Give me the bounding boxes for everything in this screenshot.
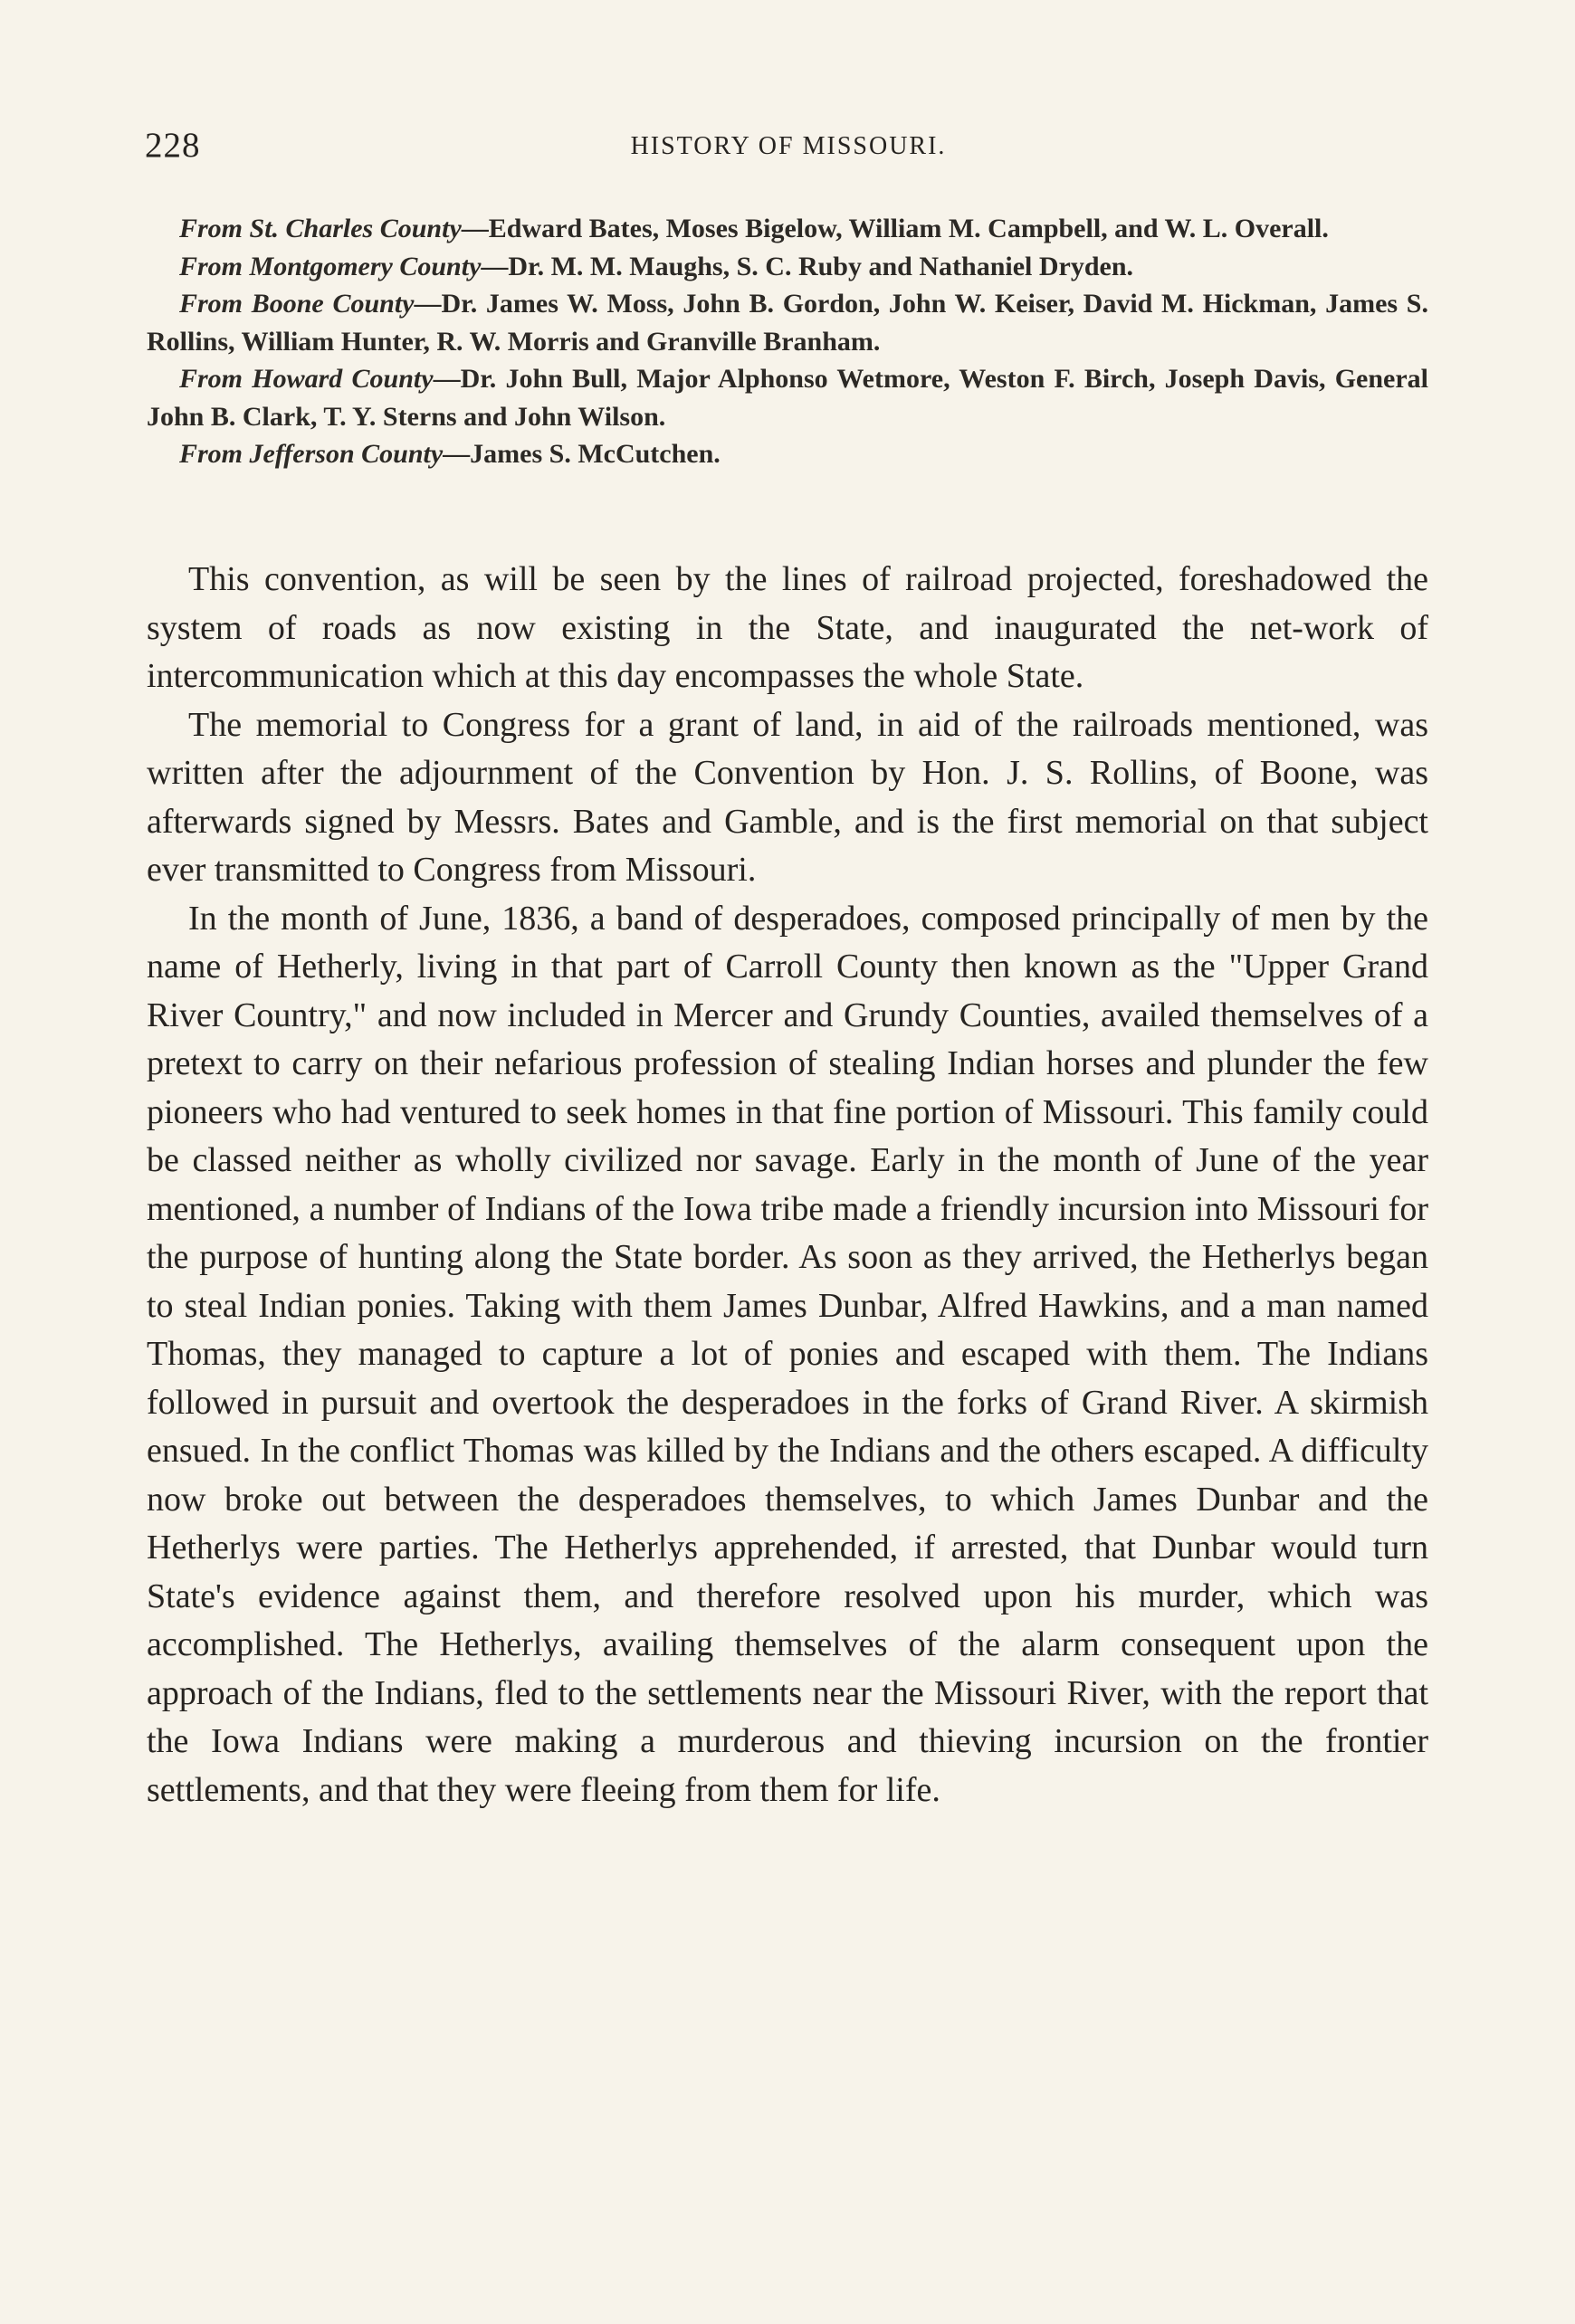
delegate-list: [147, 210, 1428, 473]
paragraph-desperadoes: In the month of June, 1836, a band of desperadoes, composed principally of men by the name of Hetherly, living in that part of Carroll County then known as the "Upper Grand River Country," and now included in Mercer and Grundy Counties, availed themselves of a pretext to carry on their nefarious profession of stealing Indian horses and plunder the few pioneers who had ventured to seek homes in that fine portion of Missouri. This family could be classed neither as wholly civilized nor savage. Early in the month of June of the year mentioned, a number of Indians of the Iowa tribe made a friendly incursion into Missouri for the purpose of hunting along the State border. As soon as they arrived, the Hetherlys began to steal Indian ponies. Taking with them James Dunbar, Alfred Hawkins, and a man named Thomas, they managed to capture a lot of ponies and escaped with them. The Indians followed in pursuit and overtook the desperadoes in the forks of Grand River. A skirmish ensued. In the conflict Thomas was killed by the Indians and the others escaped. A difficulty now broke out between the desperadoes themselves, to which James Dunbar and the Hetherlys were parties. The Hetherlys apprehended, if arrested, that Dunbar would turn State's evidence against them, and therefore resolved upon his murder, which was accomplished. The Hetherlys, availing themselves of the alarm consequent upon the approach of the Indians, fled to the settlements near the Missouri River, with the report that the Iowa Indians were making a murderous and thieving incursion on the frontier settlements, and that they were fleeing from them for life.: [147, 899, 1428, 1809]
delegate-names: —Dr. James W. Moss, John B. Gordon, John W. Keiser, David M. Hickman, James S. Rollins, William Hunter, R. W. Morris and Granville Branham.: [147, 289, 1428, 357]
body-text: [147, 556, 1428, 1814]
delegate-entry-howard: [147, 360, 1428, 435]
delegate-entry-st-charles: [147, 210, 1428, 248]
delegate-entry-boone: [147, 285, 1428, 360]
page-header: [145, 125, 1432, 170]
delegate-names: —Dr. John Bull, Major Alphonso Wetmore, Weston F. Birch, Joseph Davis, General John B. Clark, T. Y. Sterns and John Wilson.: [147, 364, 1428, 432]
county-name: From Jefferson County: [179, 439, 444, 469]
county-name: From Montgomery County: [179, 251, 482, 281]
delegate-entry-montgomery: [147, 248, 1428, 286]
county-name: From Howard County: [179, 364, 434, 394]
running-title: HISTORY OF MISSOURI.: [630, 132, 947, 160]
page-number: 228: [145, 126, 201, 165]
paragraph-memorial: The memorial to Congress for a grant of land, in aid of the railroads mentioned, was written after the adjournment of the Convention by Hon. J. S. Rollins, of Boone, was afterwards signed by Messrs. Bates and Gamble, and is the first memorial on that subject ever transmitted to Congress from Missouri.: [147, 705, 1428, 889]
paragraph-convention: This convention, as will be seen by the lines of railroad projected, foreshadowed the system of roads as now existing in the State, and inaugurated the net-work of intercommunication which at this day encompasses the whole State.: [147, 560, 1428, 695]
delegate-names: —James S. McCutchen.: [443, 439, 721, 469]
county-name: From St. Charles County: [179, 214, 462, 243]
delegate-names: —Dr. M. M. Maughs, S. C. Ruby and Nathaniel Dryden.: [481, 251, 1134, 281]
delegate-entry-jefferson: [147, 435, 1428, 473]
delegate-names: —Edward Bates, Moses Bigelow, William M. Campbell, and W. L. Overall.: [461, 214, 1329, 243]
county-name: From Boone County: [179, 289, 415, 319]
